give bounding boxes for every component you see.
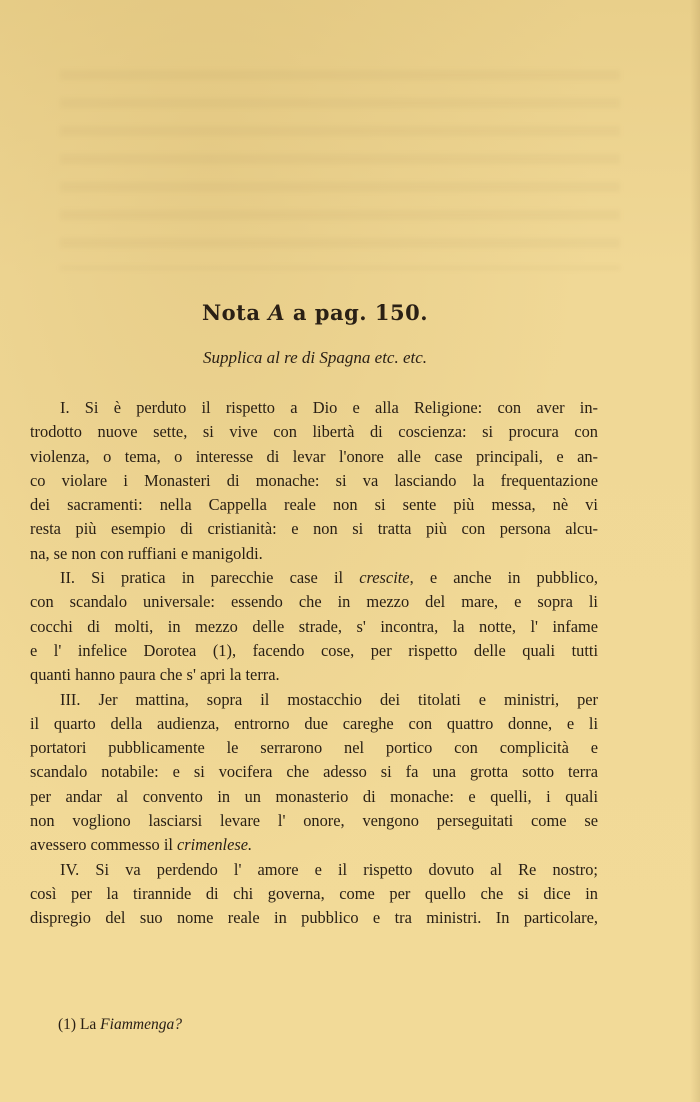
text-line: scandalo notabile: e si vocifera che adesso si fa una grotta sotto terra: [30, 762, 598, 782]
note-heading: [0, 300, 630, 325]
show-through-text: [60, 70, 620, 270]
page-edge-shadow: [690, 0, 700, 1102]
footnote: [58, 1016, 182, 1034]
text-line-emphasis: crimenlese.: [177, 835, 253, 855]
heading-suffix: a pag. 150.: [285, 300, 429, 325]
note-subtitle: Supplica al re di Spagna etc. etc.: [202, 348, 428, 367]
text-line: co violare i Monasteri di monache: si va lasciando la frequentazione: [30, 470, 598, 490]
text-line: quanti hanno paura che s' apri la terra.: [30, 665, 280, 685]
text-line: con scandalo universale: essendo che in mezzo del mare, e sopra li: [30, 592, 598, 612]
text-line: il quarto della audienza, entrorno due careghe con quattro donne, e li: [30, 713, 598, 733]
text-line: resta più esempio di cristianità: e non si tratta più con persona alcu-: [30, 519, 598, 539]
text-line: violenza, o tema, o interesse di levar l'onore alle case principali, e an-: [30, 446, 598, 466]
footnote-prefix: (1) La: [58, 1016, 101, 1033]
text-line: così per la tirannide di chi governa, come per quello che si dice in: [30, 883, 598, 903]
text-line: [30, 833, 598, 857]
text-line: dispregio del suo nome reale in pubblico e tra ministri. In particolare,: [30, 908, 598, 928]
text-line: III. Jer mattina, sopra il mostacchio dei titolati e ministri, per: [60, 689, 598, 709]
text-line: trodotto nuove sette, si vive con libertà di coscienza: si procura con: [30, 422, 598, 442]
body-text: [30, 396, 598, 931]
text-line-emphasis: crescite: [359, 568, 410, 588]
text-line: portatori pubblicamente le serrarono nel portico con complicità e: [30, 738, 598, 758]
text-line-part: II. Si pratica in parecchie case il: [60, 568, 360, 588]
text-line: I. Si è perduto il rispetto a Dio e alla Religione: con aver in-: [60, 398, 598, 417]
heading-letter: A: [268, 300, 286, 325]
footnote-italic: Fiammenga?: [100, 1016, 182, 1033]
text-line-part: , e anche in pubblico,: [409, 568, 598, 588]
text-line: dei sacramenti: nella Cappella reale non si sente più messa, nè vi: [30, 495, 598, 515]
text-line: e l' infelice Dorotea (1), facendo cose, per rispetto delle quali tutti: [30, 640, 598, 660]
text-line: IV. Si va perdendo l' amore e il rispetto dovuto al Re nostro;: [60, 859, 598, 879]
heading-prefix: Nota: [201, 300, 269, 325]
text-line: non vogliono lasciarsi levare l' onore, vengono perseguitati come se: [30, 811, 598, 831]
text-line-part: avessero commesso il: [30, 835, 178, 855]
text-line: na, se non con ruffiani e manigoldi.: [30, 543, 263, 563]
text-line: per andar al convento in un monasterio di monache: e quelli, i quali: [30, 786, 598, 806]
text-line: cocchi di molti, in mezzo delle strade, s' incontra, la notte, l' infame: [30, 616, 598, 636]
text-line: [30, 566, 598, 590]
